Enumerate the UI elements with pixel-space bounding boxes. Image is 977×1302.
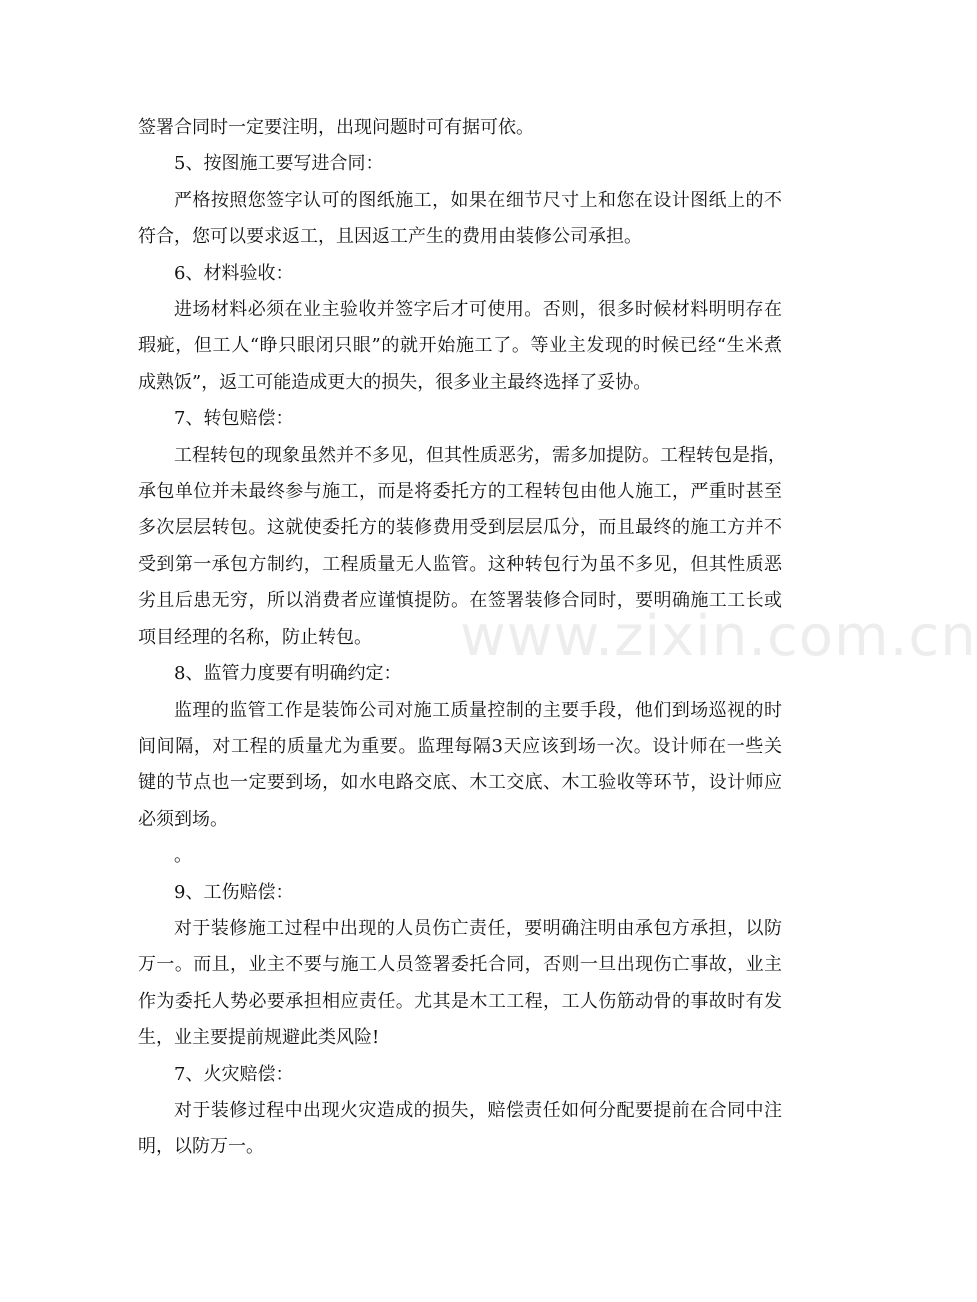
paragraph-line: 万一。而且，业主不要与施工人员签署委托合同，否则一旦出现伤亡事故，业主 [138,954,782,976]
section-heading-9: 9、工伤赔偿： [174,881,294,903]
paragraph-line: 多次层层转包。这就使委托方的装修费用受到层层瓜分，而且最终的施工方并不 [138,517,782,539]
document-body [138,110,786,1166]
section-heading-8: 8、监管力度要有明确约定： [174,663,402,685]
paragraph-line: 监理的监管工作是装饰公司对施工质量控制的主要手段，他们到场巡视的时 [174,699,782,721]
section-heading-7-subcontract: 7、转包赔偿： [174,408,294,430]
paragraph-line: 受到第一承包方制约，工程质量无人监管。这种转包行为虽不多见，但其性质恶 [138,553,782,575]
section-heading-6: 6、材料验收： [174,262,294,284]
paragraph-line: 对于装修施工过程中出现的人员伤亡责任，要明确注明由承包方承担，以防 [174,917,782,939]
paragraph-line: 生，业主要提前规避此类风险! [138,1027,380,1049]
section-heading-5: 5、按图施工要写进合同： [174,153,384,175]
paragraph-line: 明，以防万一。 [138,1136,264,1158]
paragraph-line: 成熟饭”，返工可能造成更大的损失，很多业主最终选择了妥协。 [138,371,652,393]
paragraph-line: 符合，您可以要求返工，且因返工产生的费用由装修公司承担。 [138,226,642,248]
paragraph-line: 项目经理的名称，防止转包。 [138,626,372,648]
section-heading-7-fire: 7、火灾赔偿： [174,1063,294,1085]
paragraph-line: 承包单位并未最终参与施工，而是将委托方的工程转包由他人施工，严重时甚至 [138,481,782,503]
paragraph-line: 劣且后患无穷，所以消费者应谨慎提防。在签署装修合同时，要明确施工工长或 [138,590,782,612]
paragraph-line: 签署合同时一定要注明，出现问题时可有据可依。 [138,117,534,138]
watermark-text: www.zixin.com.cn [460,604,977,669]
paragraph-line: 工程转包的现象虽然并不多见，但其性质恶劣，需多加提防。工程转包是指， [174,444,786,466]
paragraph-line: 瑕疵，但工人“睁只眼闭只眼”的就开始施工了。等业主发现的时候已经“生米煮 [138,335,782,357]
paragraph-line: 键的节点也一定要到场，如水电路交底、木工交底、木工验收等环节，设计师应 [138,772,782,794]
paragraph-line: 进场材料必须在业主验收并签字后才可使用。否则，很多时候材料明明存在 [174,299,782,321]
paragraph-line: 作为委托人势必要承担相应责任。尤其是木工工程，工人伤筋动骨的事故时有发 [138,990,782,1012]
paragraph-line: 必须到场。 [138,808,228,830]
paragraph-line: 间间隔，对工程的质量尤为重要。监理每隔3天应该到场一次。设计师在一些关 [138,735,782,757]
paragraph-line: 严格按照您签字认可的图纸施工，如果在细节尺寸上和您在设计图纸上的不 [174,189,782,211]
paragraph-line: 对于装修过程中出现火灾造成的损失，赔偿责任如何分配要提前在合同中注 [174,1099,782,1121]
stray-period-line: 。 [174,845,192,867]
